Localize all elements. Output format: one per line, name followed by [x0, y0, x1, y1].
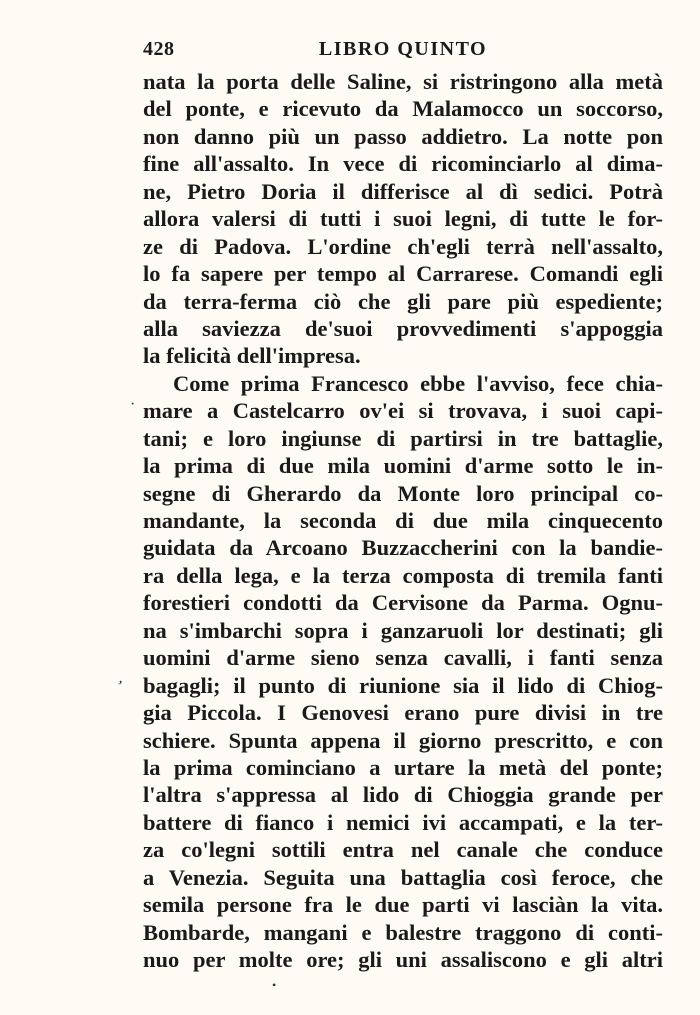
running-head: LIBRO QUINTO	[318, 38, 488, 60]
text-line: la prima di due mila uomini d'arme sotto le in-	[143, 453, 663, 479]
page-number: 428	[143, 38, 175, 60]
text-line: segne di Gherardo da Monte loro principal co-	[143, 480, 663, 506]
text-line: allora valersi di tutti i suoi legni, di tutte le for-	[143, 206, 663, 232]
text-line: a Venezia. Seguita una battaglia così feroce, che	[143, 864, 663, 890]
text-line: uomini d'arme sieno senza cavalli, i fanti senza	[143, 645, 663, 671]
text-line: ne, Pietro Doria il differisce al dì sedici. Potrà	[143, 178, 663, 204]
text-line: fine all'assalto. In vece di ricominciarlo al dima-	[143, 151, 663, 177]
margin-tick-mark: ʼ	[113, 677, 125, 696]
text-line: za co'legni sottili entra nel canale che conduce	[143, 837, 663, 863]
text-line: tani; e loro ingiunse di partirsi in tre battaglie,	[143, 425, 663, 451]
body-text	[143, 68, 663, 973]
margin-dot-mark: ·	[130, 396, 136, 413]
text-line: da terra-ferma ciò che gli pare più espediente;	[143, 288, 663, 314]
text-line: Bombarde, mangani e balestre traggono di conti-	[143, 919, 663, 945]
text-line: l'altra s'appressa al lido di Chioggia grande per	[143, 782, 663, 808]
text-line: na s'imbarchi sopra i ganzaruoli lor destinati; gli	[143, 617, 663, 643]
text-line: alla saviezza de'suoi provvedimenti s'appoggia	[143, 315, 663, 341]
bottom-dot-mark: •	[272, 978, 277, 992]
text-line: gia Piccola. I Genovesi erano pure divisi in tre	[143, 700, 663, 726]
text-line: schiere. Spunta appena il giorno prescritto, e con	[143, 727, 663, 753]
text-line: battere di fianco i nemici ivi accampati, e la ter-	[143, 809, 663, 835]
text-line: ra della lega, e la terza composta di tremila fanti	[143, 562, 663, 588]
text-line: guidata da Arcoano Buzzaccherini con la bandie-	[143, 535, 663, 561]
text-line: nata la porta delle Saline, si ristringono alla metà	[143, 69, 663, 94]
text-line: lo fa sapere per tempo al Carrarese. Comandi egli	[143, 261, 663, 287]
paragraph-first-line: Come prima Francesco ebbe l'avviso, fece chia-	[173, 370, 663, 396]
text-line: semila persone fra le due parti vi lasciàn la vita.	[143, 892, 663, 918]
text-line: del ponte, e ricevuto da Malamocco un soccorso,	[143, 96, 663, 122]
text-line: nuo per molte ore; gli uni assaliscono e gli altri	[143, 947, 663, 972]
text-line: la prima cominciano a urtare la metà del ponte;	[143, 754, 663, 780]
page-header	[143, 38, 663, 68]
text-line: ze di Padova. L'ordine ch'egli terrà nell'assalto,	[143, 233, 663, 259]
paragraph-last-line: la felicità dell'impresa.	[143, 343, 361, 369]
text-line: forestieri condotti da Cervisone da Parma. Ognu-	[143, 590, 663, 616]
text-line: mare a Castelcarro ov'ei si trovava, i suoi capi-	[143, 398, 663, 424]
text-line: bagagli; il punto di riunione sia il lido di Chiog-	[143, 672, 663, 698]
text-line: mandante, la seconda di due mila cinquecento	[143, 508, 663, 533]
text-line: non danno più un passo addietro. La notte pon	[143, 123, 663, 149]
